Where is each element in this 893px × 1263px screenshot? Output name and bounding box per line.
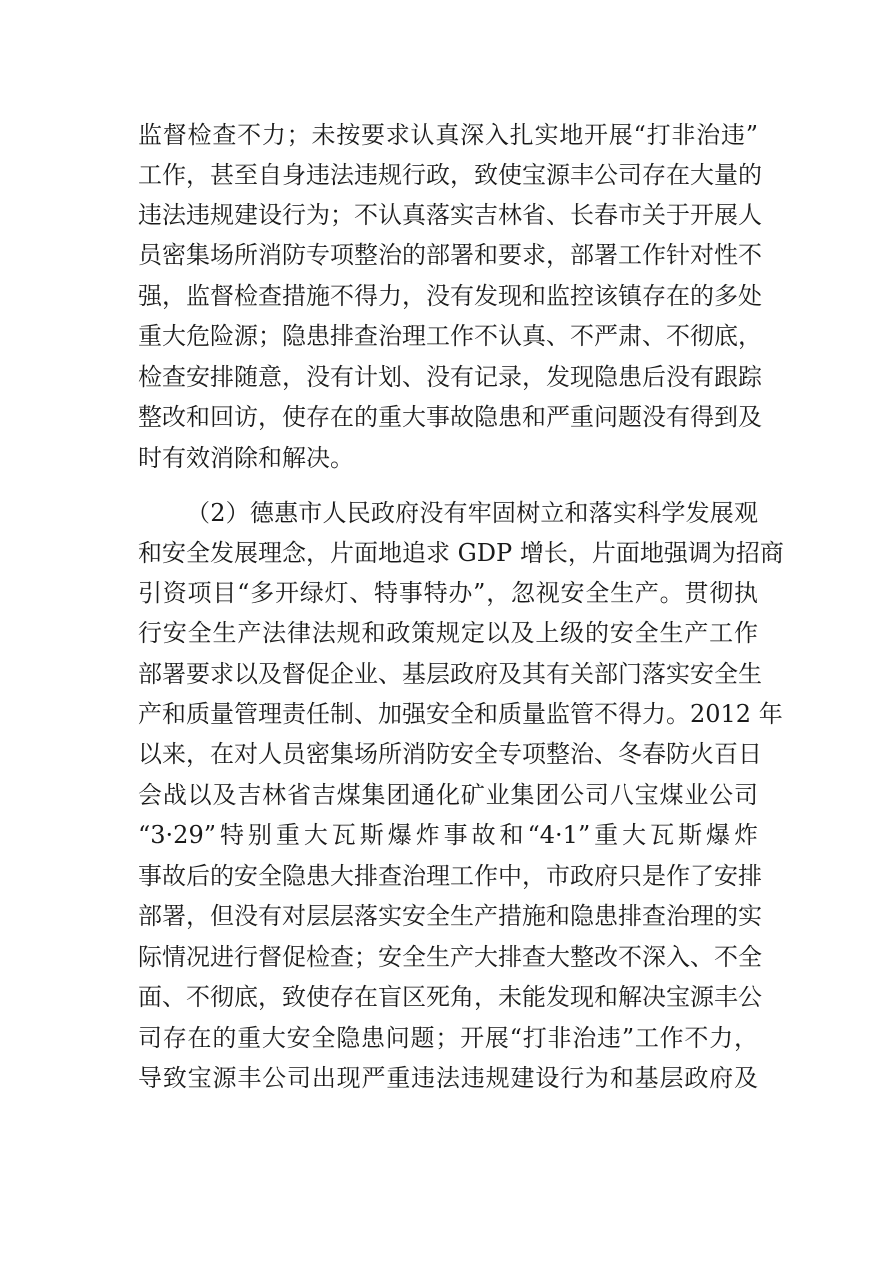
text-line: 工作，甚至自身违法违规行政，致使宝源丰公司存在大量的	[138, 161, 762, 189]
text-line: 司存在的重大安全隐患问题；开展“打非治违”工作不力，	[138, 1024, 758, 1052]
text-line: 会战以及吉林省吉煤集团通化矿业集团公司八宝煤业公司	[138, 781, 758, 809]
text-line: 检查安排随意，没有计划、没有记录，发现隐患后没有跟踪	[138, 363, 762, 391]
text-line: 和安全发展理念，片面地追求 GDP 增长，片面地强调为招商	[138, 539, 784, 567]
text-line: 行安全生产法律法规和政策规定以及上级的安全生产工作	[138, 619, 758, 647]
text-line: 际情况进行督促检查；安全生产大排查大整改不深入、不全	[138, 943, 762, 971]
text-line: 强，监督检查措施不得力，没有发现和监控该镇存在的多处	[138, 282, 762, 310]
text-line: 员密集场所消防专项整治的部署和要求，部署工作针对性不	[138, 241, 762, 269]
text-line: 以来，在对人员密集场所消防安全专项整治、冬春防火百日	[138, 740, 762, 768]
text-line: 监督检查不力；未按要求认真深入扎实地开展“打非治违”	[138, 121, 758, 149]
paragraph-start-line: （2）德惠市人民政府没有牢固树立和落实科学发展观	[186, 499, 758, 527]
text-line: 违法违规建设行为；不认真落实吉林省、长春市关于开展人	[138, 201, 762, 229]
text-line: 面、不彻底，致使存在盲区死角，未能发现和解决宝源丰公	[138, 983, 762, 1011]
text-line: 事故后的安全隐患大排查治理工作中，市政府只是作了安排	[138, 862, 762, 890]
text-line: “3·29”特别重大瓦斯爆炸事故和“4·1”重大瓦斯爆炸	[138, 821, 758, 849]
text-line: 时有效消除和解决。	[138, 444, 354, 472]
text-line: 产和质量管理责任制、加强安全和质量监管不得力。2012 年	[138, 700, 783, 728]
text-line: 导致宝源丰公司出现严重违法违规建设行为和基层政府及	[138, 1064, 758, 1092]
text-line: 部署要求以及督促企业、基层政府及其有关部门落实安全生	[138, 660, 762, 688]
text-line: 引资项目“多开绿灯、特事特办”，忽视安全生产。贯彻执	[138, 579, 758, 607]
text-line: 部署，但没有对层层落实安全生产措施和隐患排查治理的实	[138, 902, 762, 930]
text-line: 重大危险源；隐患排查治理工作不认真、不严肃、不彻底，	[138, 322, 762, 350]
text-line: 整改和回访，使存在的重大事故隐患和严重问题没有得到及	[138, 403, 762, 431]
